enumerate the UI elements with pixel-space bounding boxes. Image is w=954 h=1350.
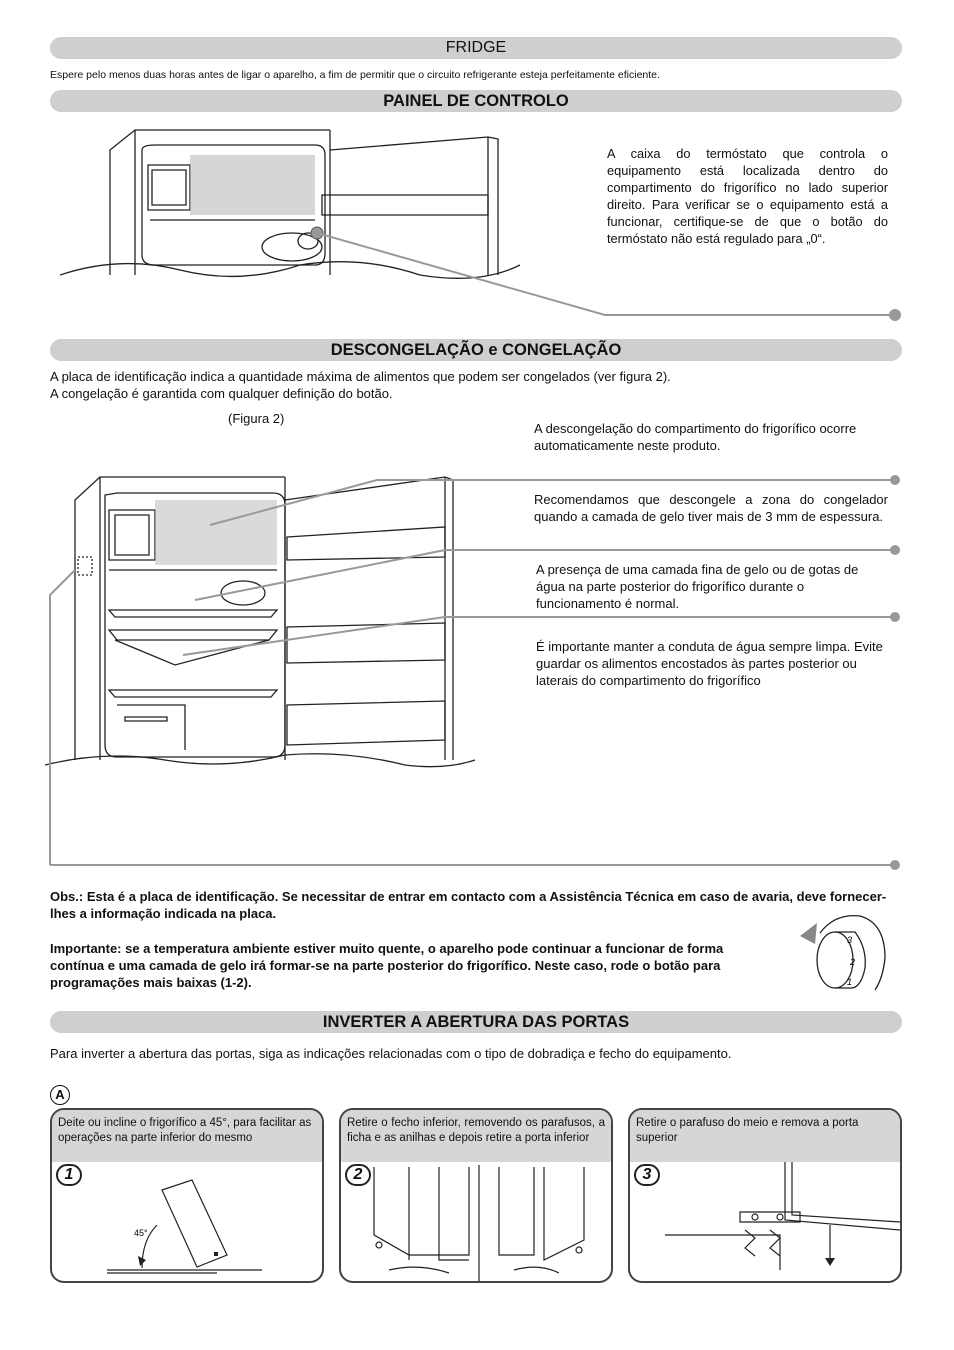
defrost-callout-1: A descongelação do compartimento do frigorífico ocorre automaticamente neste produto.: [534, 421, 857, 453]
figure-2-label: (Figura 2): [228, 411, 285, 426]
control-panel-text: A caixa do termóstato que controla o equipamento está localizada dentro do compartimento do frigorífico no lado superior direito. Para verificar se o equipamento está a funcionar, certifique-se de que o botão do termóstato não está regulado para „0“.: [607, 146, 888, 246]
step-1-illustration: [102, 1170, 282, 1280]
step-1-number: 1: [56, 1164, 82, 1186]
step-panel-2: [339, 1108, 613, 1283]
defrost-callout-2: Recomendamos que descongele a zona do congelador quando a camada de gelo tiver mais de 3 mm de espessura.: [534, 492, 888, 524]
step-panel-3: [628, 1108, 902, 1283]
obs-note: Obs.: Esta é a placa de identificação. Se necessitar de entrar em contacto com a Assistência Técnica em caso de avaria, deve fornecer-lhes a informação indicada na placa.: [50, 889, 887, 921]
section-title-control-panel: PAINEL DE CONTROLO: [383, 92, 569, 110]
step-1-text: Deite ou incline o frigorífico a 45°, para facilitar as operações na parte inferior do mesmo: [52, 1110, 322, 1162]
thermostat-dial-illustration: [795, 908, 895, 993]
step-3-illustration: [660, 1160, 900, 1282]
step-3-number: 3: [634, 1164, 660, 1186]
section-title-fridge: FRIDGE: [445, 39, 507, 56]
step-2-illustration: [369, 1165, 609, 1283]
section-title-reverse-doors: INVERTER A ABERTURA DAS PORTAS: [322, 1013, 630, 1031]
defrost-intro-2: A congelação é garantida com qualquer definição do botão.: [50, 386, 393, 401]
step-2-number: 2: [345, 1164, 371, 1186]
step-panel-1: [50, 1108, 324, 1283]
section-bar-control-panel: [50, 90, 902, 112]
reverse-intro: Para inverter a abertura das portas, siga as indicações relacionadas com o tipo de dobradiça e fecho do equipamento.: [50, 1046, 732, 1061]
defrost-callout-4: É importante manter a conduta de água sempre limpa. Evite guardar os alimentos encostados às partes posterior ou laterais do compartimento do frigorífico: [536, 639, 883, 688]
defrost-intro-1: A placa de identificação indica a quantidade máxima de alimentos que podem ser congelados (ver figura 2).: [50, 369, 671, 384]
dial-label-1: 1: [847, 977, 853, 987]
fridge-note: Espere pelo menos duas horas antes de ligar o aparelho, a fim de permitir que o circuito refrigerante esteja perfeitamente eficiente.: [50, 69, 660, 81]
step-1-angle-label: 45°: [134, 1228, 148, 1238]
dial-label-3: 3: [847, 935, 853, 945]
dial-label-2: 2: [850, 957, 856, 967]
section-bar-fridge: [50, 37, 902, 59]
section-bar-defrost: [50, 339, 902, 361]
section-title-defrost: DESCONGELAÇÃO e CONGELAÇÃO: [330, 341, 622, 359]
important-note: Importante: se a temperatura ambiente estiver muito quente, o aparelho pode continuar a funcionar de forma contínua e uma camada de gelo irá formar-se na parte posterior do frigorífico. Neste caso, rode o botão para programações mais baixas (1-2).: [50, 941, 724, 990]
group-a-label: A: [50, 1085, 70, 1105]
section-bar-reverse-doors: [50, 1011, 902, 1033]
step-2-text: Retire o fecho inferior, removendo os parafusos, a ficha e as anilhas e depois retire a porta inferior: [341, 1110, 611, 1162]
defrost-callout-3: A presença de uma camada fina de gelo ou de gotas de água na parte posterior do frigorífico durante o funcionamento é normal.: [536, 562, 859, 611]
step-3-text: Retire o parafuso do meio e remova a porta superior: [630, 1110, 900, 1162]
